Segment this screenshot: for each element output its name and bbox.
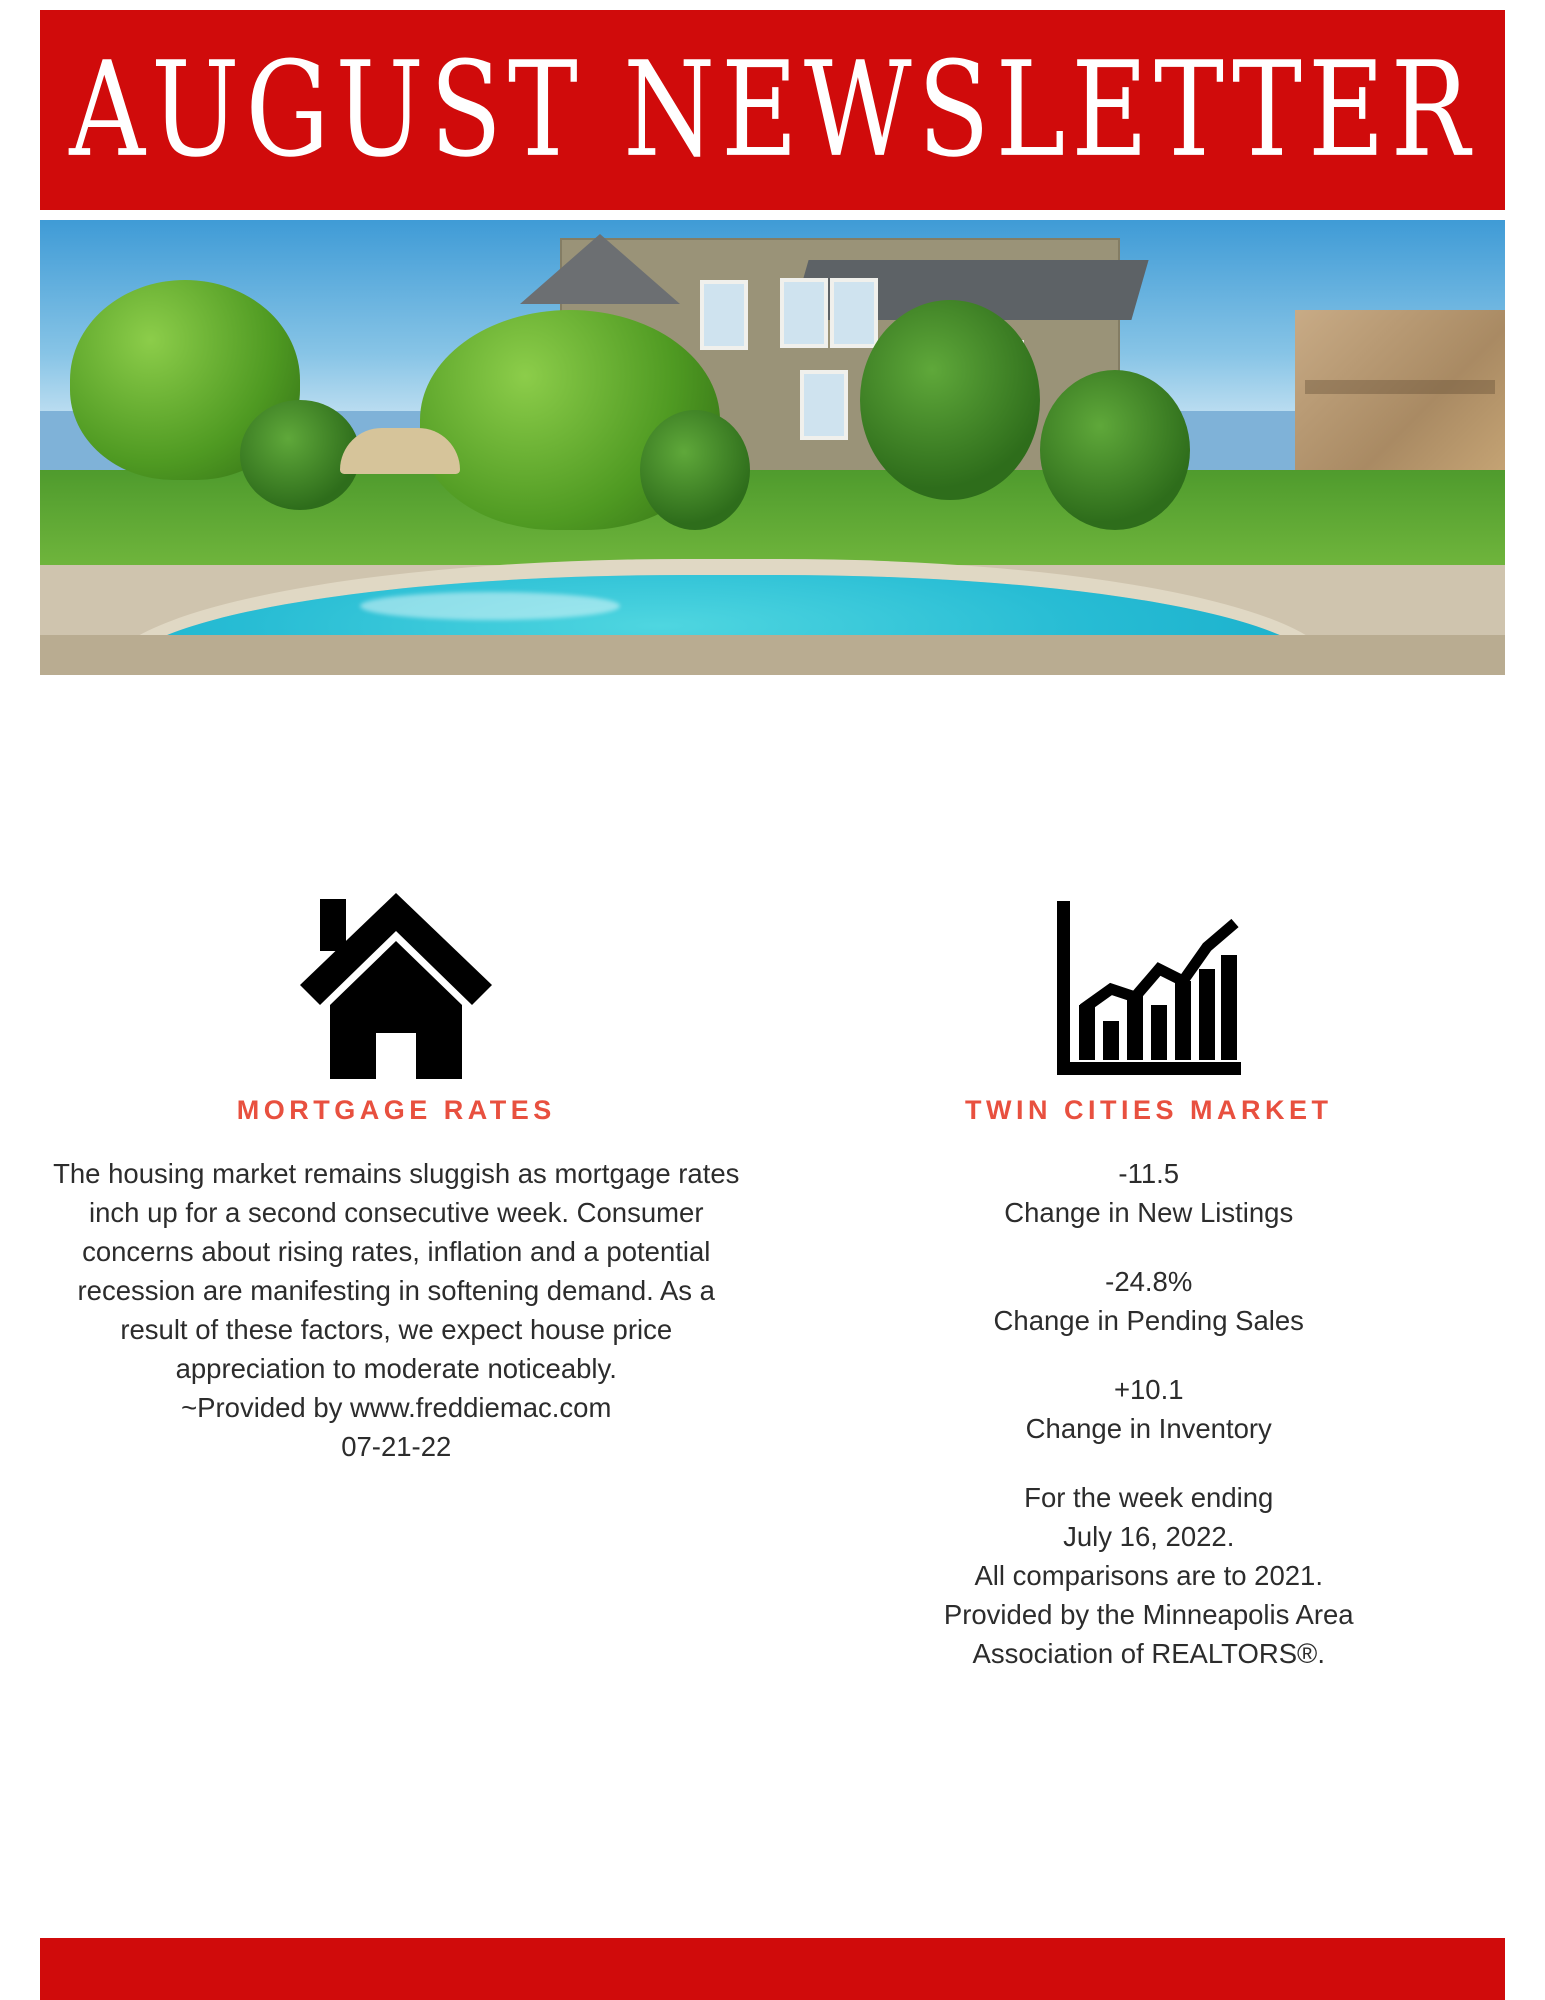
hero-pool-reflection	[360, 592, 620, 620]
hero-tree	[860, 300, 1040, 500]
house-icon	[296, 893, 496, 1083]
column-twin-cities-market	[793, 880, 1506, 1674]
hero-shrub	[1040, 370, 1190, 530]
footnote-line-2: July 16, 2022.	[1063, 1521, 1235, 1553]
header-banner	[40, 10, 1505, 210]
hero-patio-umbrella	[340, 428, 460, 474]
stat-value-new-listings: -11.5	[1118, 1158, 1180, 1189]
footnote-line-3: All comparisons are to 2021.	[974, 1560, 1323, 1592]
stat-label-pending-sales: Change in Pending Sales	[993, 1305, 1304, 1337]
house-icon-wrapper	[296, 880, 496, 1095]
content-columns	[40, 880, 1505, 1674]
stat-value-pending-sales: -24.8%	[1105, 1266, 1193, 1298]
footer-bar	[40, 1938, 1505, 2000]
column-heading-twin-cities-market: TWIN CITIES MARKET	[965, 1095, 1333, 1125]
footnote-line-5: Association of REALTORS®.	[972, 1638, 1325, 1670]
footnote-line-4: Provided by the Minneapolis Area	[943, 1599, 1354, 1631]
hero-image	[40, 220, 1505, 675]
stat-label-inventory: Change in Inventory	[1025, 1413, 1272, 1445]
hero-deck-shadow	[40, 635, 1505, 675]
stat-spacer	[944, 1340, 1354, 1370]
hero-shrub	[640, 410, 750, 530]
hero-roof-gable	[520, 234, 680, 304]
mortgage-date: 07-21-22	[341, 1431, 452, 1463]
hero-window	[780, 278, 828, 348]
column-heading-mortgage-rates: MORTGAGE RATES	[236, 1095, 556, 1125]
column-body-twin-cities-market	[944, 1154, 1354, 1674]
stat-spacer	[944, 1232, 1354, 1262]
stat-spacer	[944, 1448, 1354, 1478]
bar-chart-growth-icon-wrapper	[1049, 880, 1249, 1095]
bar-chart-growth-icon	[1049, 893, 1249, 1083]
mortgage-paragraph: The housing market remains sluggish as mortgage rates inch up for a second consecutive week. Consumer concerns about rising rates, inflation and a potential recession are manifesting in softening demand. As a result of these factors, we expect house price appreciation to moderate noticeably.	[53, 1158, 740, 1385]
stat-value-inventory: +10.1	[1113, 1374, 1184, 1406]
stat-label-new-listings: Change in New Listings	[1004, 1197, 1294, 1229]
page-title: AUGUST NEWSLETTER	[69, 33, 1476, 186]
footnote-line-1: For the week ending	[1024, 1482, 1274, 1514]
hero-window	[830, 278, 878, 348]
column-mortgage-rates	[40, 880, 753, 1674]
column-body-mortgage-rates	[46, 1154, 746, 1466]
mortgage-source: ~Provided by www.freddiemac.com	[181, 1392, 612, 1424]
hero-window	[700, 280, 748, 350]
hero-window	[800, 370, 848, 440]
